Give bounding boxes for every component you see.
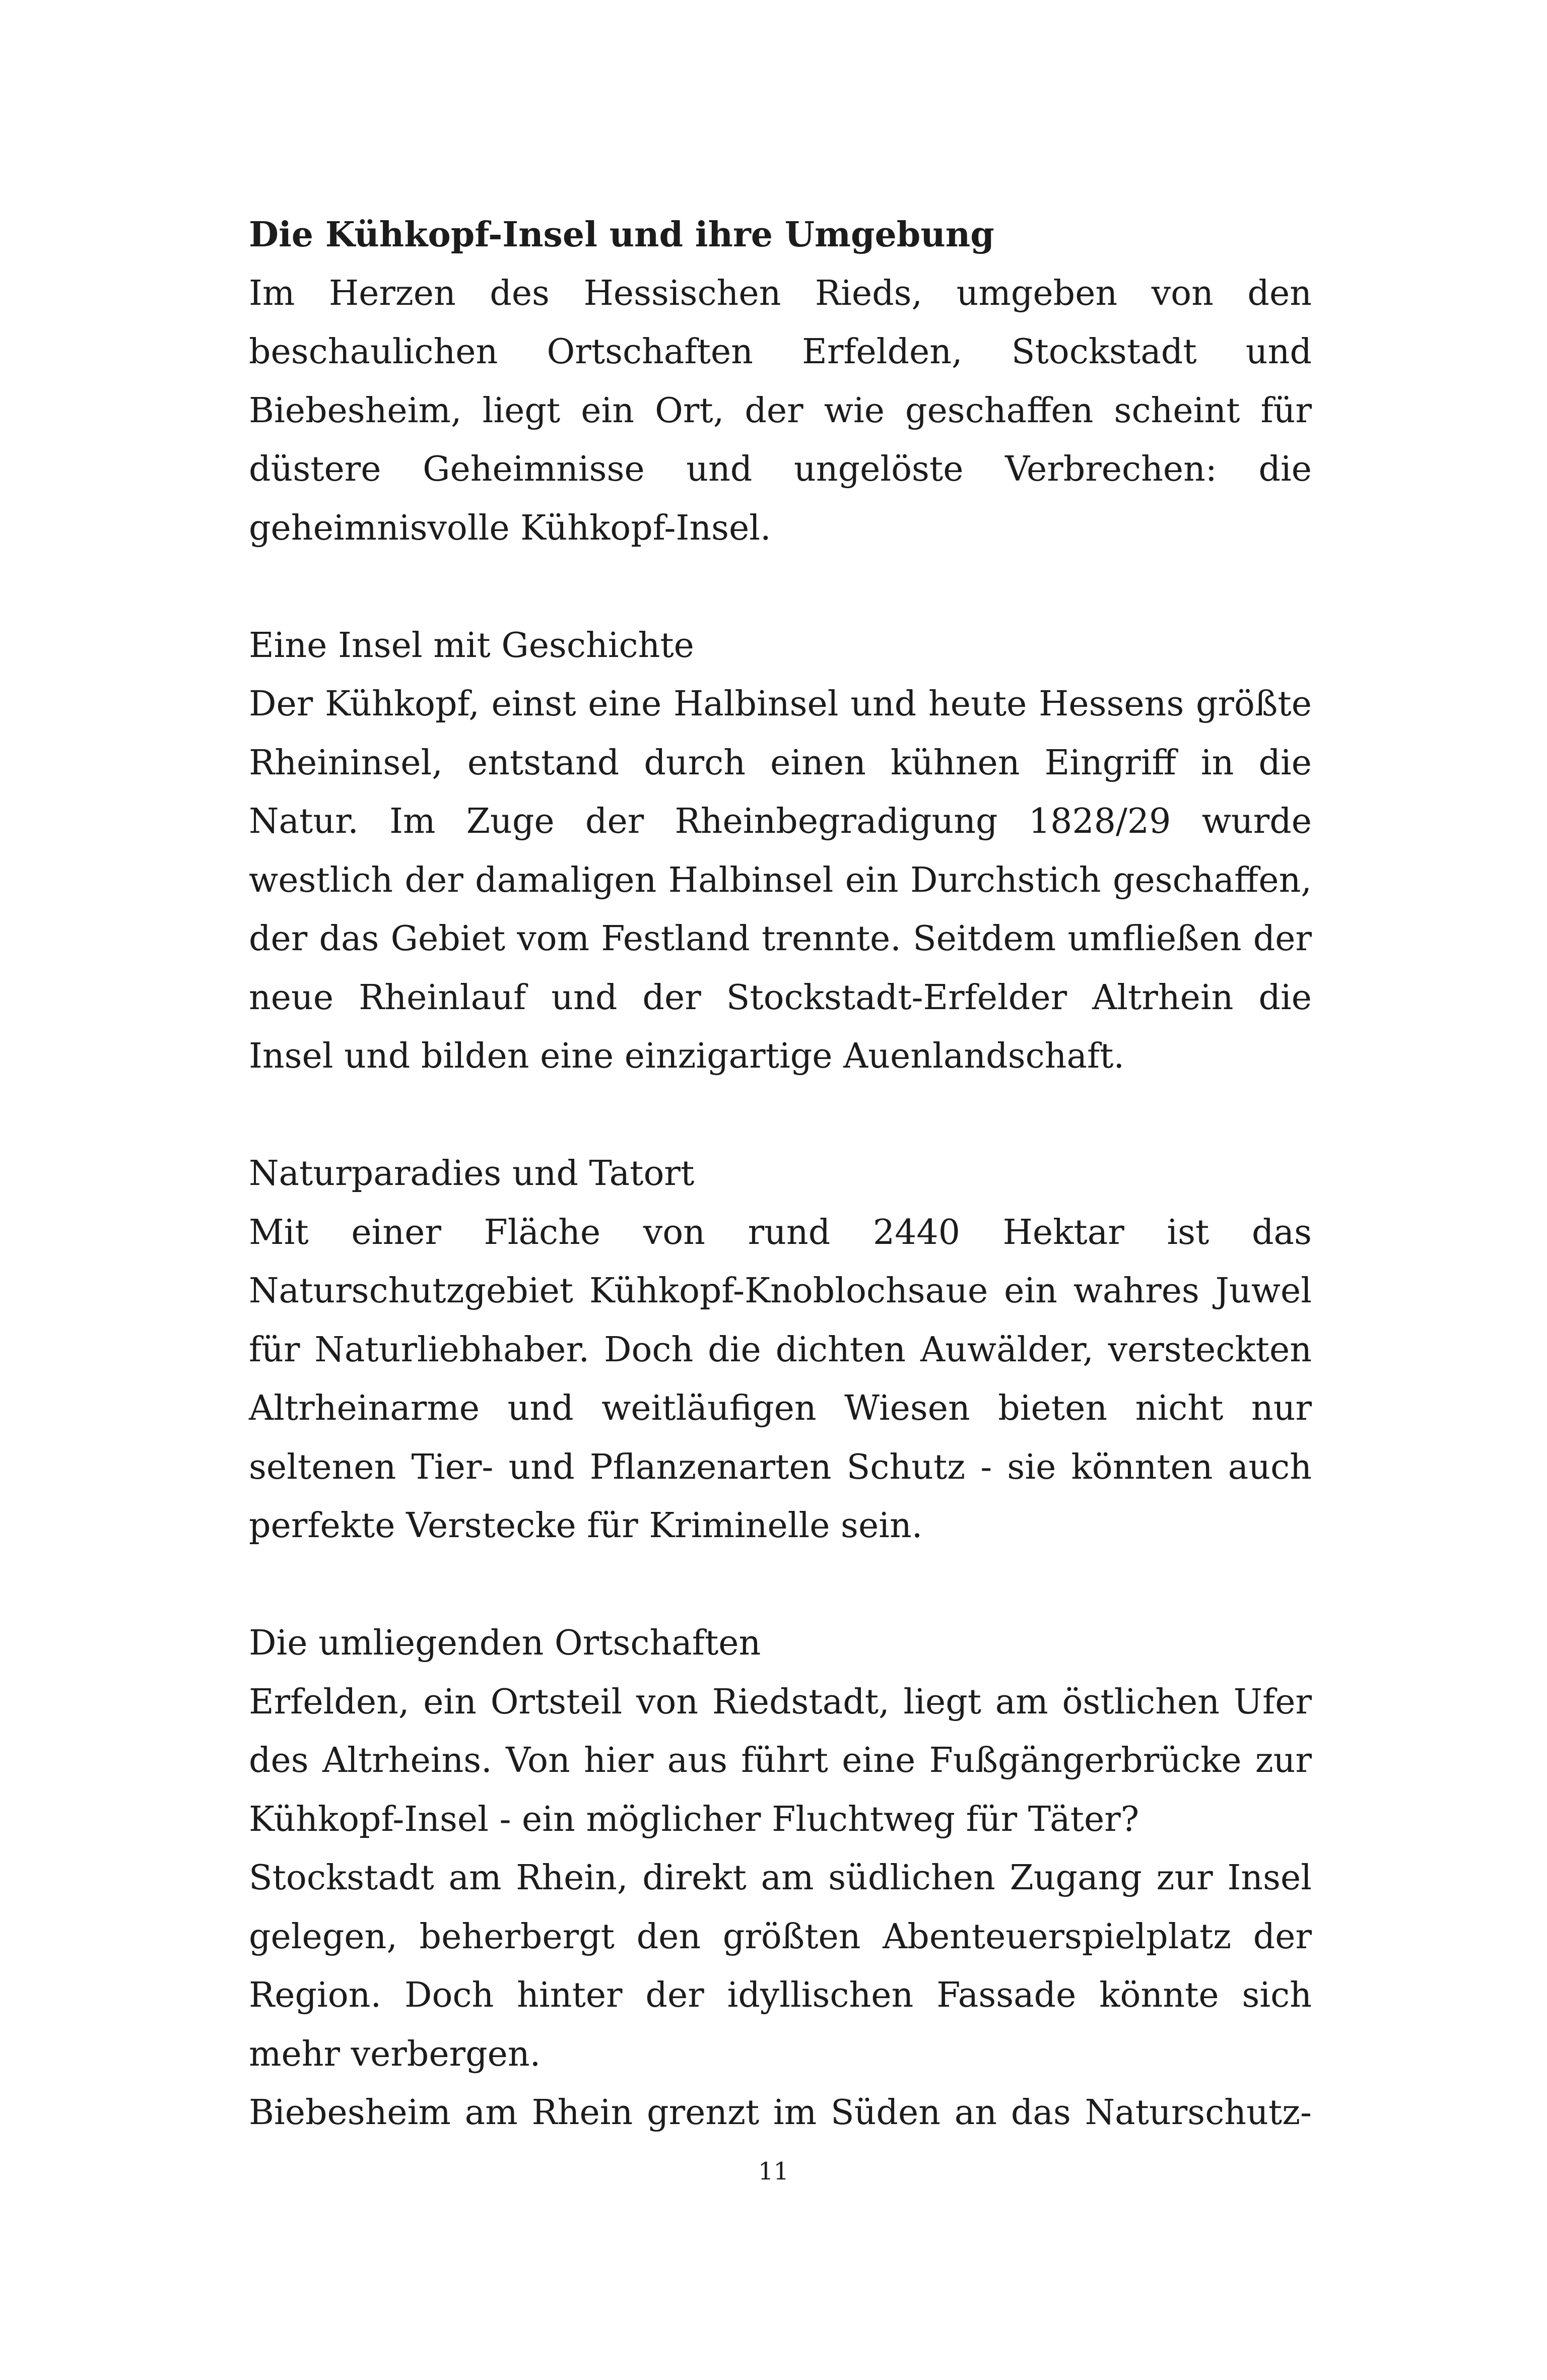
page-number: 11	[758, 2157, 789, 2186]
paragraph-spacer	[249, 1086, 1312, 1145]
section-body-stockstadt: Stockstadt am Rhein, direkt am südlichen Zugang zur Insel gelegen, beherbergt den größten Abenteuerspielplatz der Region. Doch hinter der idyllischen Fassade könnte sich mehr verbergen.	[249, 1858, 1312, 2074]
paragraph-spacer	[249, 558, 1312, 617]
section-body-history: Der Kühkopf, einst eine Halbinsel und heute Hessens größte Rheininsel, entstand durch einen kühnen Eingriff in die Natur. Im Zuge der Rheinbegradigung 1828/29 wurde westlich der damaligen Halbinsel ein Durchstich geschaffen, der das Gebiet vom Festland trennte. Seitdem umfließen der neue Rheinlauf und der Stockstadt-Erfelder Altrhein die Insel und bilden eine einzigartige Auenlandschaft.	[249, 684, 1312, 1076]
page-body	[249, 206, 1312, 2143]
section-body-erfelden: Erfelden, ein Ortsteil von Riedstadt, liegt am östlichen Ufer des Altrheins. Von hier aus führt eine Fußgängerbrücke zur Kühkopf-Insel - ein möglicher Fluchtweg für Täter?	[249, 1682, 1312, 1839]
page-title: Die Kühkopf-Insel und ihre Umgebung	[249, 215, 994, 255]
section-heading-nature: Naturparadies und Tatort	[249, 1154, 695, 1194]
intro-paragraph: Im Herzen des Hessischen Rieds, umgeben von den beschaulichen Ortschaften Erfelden, Stockstadt und Biebesheim, liegt ein Ort, der wie geschaffen scheint für düstere Geheimnisse und ungelöste Verbrechen: die geheimnisvolle Kühkopf-Insel.	[249, 273, 1312, 548]
section-body-nature: Mit einer Fläche von rund 2440 Hektar ist das Naturschutzgebiet Kühkopf-Knoblochsaue ein wahres Juwel für Naturliebhaber. Doch die dichten Auwälder, versteckten Altrheinarme und weitläufigen Wiesen bieten nicht nur seltenen Tier- und Pflanzenarten Schutz - sie könnten auch perfekte Verstecke für Kriminelle sein.	[249, 1212, 1312, 1546]
section-body-biebesheim: Biebesheim am Rhein grenzt im Süden an das Naturschutz-	[249, 2093, 1312, 2133]
section-heading-villages: Die umliegenden Ortschaften	[249, 1623, 761, 1663]
section-heading-history: Eine Insel mit Geschichte	[249, 625, 694, 666]
paragraph-spacer	[249, 1556, 1312, 1615]
